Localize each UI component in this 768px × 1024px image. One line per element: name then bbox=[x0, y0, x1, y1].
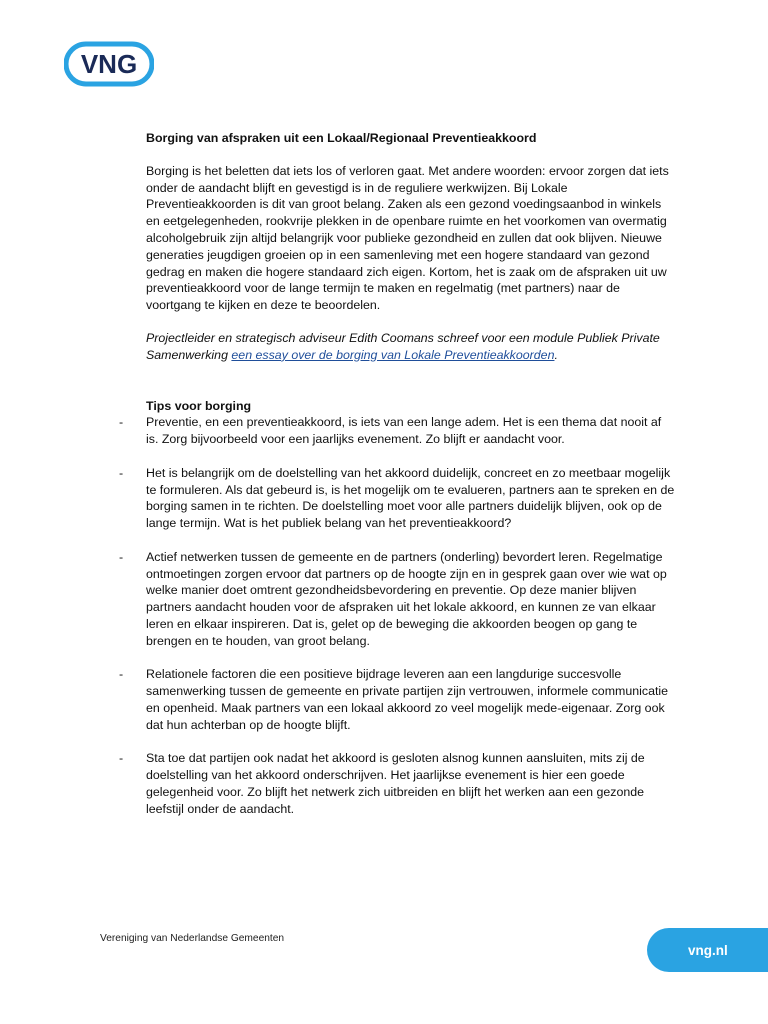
tip-item bbox=[119, 666, 676, 733]
bullet-dash: - bbox=[119, 549, 124, 564]
document-body bbox=[119, 130, 676, 817]
tip-text: Preventie, en een preventieakkoord, is iets van een lange adem. Het is een thema dat nooit af is. Zorg bijvoorbeeld voor een jaarlijks evenement. Zo blijft er aandacht voor. bbox=[146, 415, 662, 447]
document-title: Borging van afspraken uit een Lokaal/Regionaal Preventieakkoord bbox=[146, 131, 537, 145]
tip-text: Actief netwerken tussen de gemeente en de partners (onderling) bevordert leren. Regelmatige ontmoetingen zorgen ervoor dat partners op de hoogte zijn en in gesprek gaan over wie wat op welke manier doet omtrent gezondheidsbevordering en preventie. Op deze manier blijven partners aandacht houden voor de afspraken uit het lokale akkoord, en kunnen ze van elkaar leren en elkaar inspireren. Dat is, gelet op de beweging die akkoorden beogen op gang te brengen en te houden, van groot belang. bbox=[146, 549, 667, 648]
tip-item bbox=[119, 750, 676, 817]
footer-website-link[interactable]: vng.nl bbox=[688, 942, 728, 958]
bullet-dash: - bbox=[119, 751, 124, 766]
tip-item bbox=[119, 465, 676, 532]
essay-text-after: . bbox=[554, 347, 558, 362]
tips-heading: Tips voor borging bbox=[146, 398, 252, 413]
footer-organization: Vereniging van Nederlandse Gemeenten bbox=[100, 933, 285, 944]
tip-text: Het is belangrijk om de doelstelling van het akkoord duidelijk, concreet en zo meetbaar mogelijk te formuleren. Als dat gebeurd is, is het mogelijk om te evalueren, partners aan te spreken en de borging samen in te richten. De doelstelling moet voor alle partners duidelijk blijven, ook op de lange termijn. Wat is het publiek belang van het preventieakkoord? bbox=[146, 465, 675, 531]
tip-item bbox=[119, 414, 676, 448]
essay-link[interactable]: een essay over de borging van Lokale Preventieakkoorden bbox=[231, 347, 555, 362]
essay-text-before: Projectleider en strategisch adviseur Edith Coomans schreef voor een module Publiek Private Samenwerking bbox=[146, 330, 660, 362]
logo-text: VNG bbox=[80, 49, 138, 79]
intro-paragraph: Borging is het beletten dat iets los of verloren gaat. Met andere woorden: ervoor zorgen dat iets onder de aandacht blijft en gevestigd is in de reguliere werkwijzen. Bij Lokale Preventieakkoorden is dit van groot belang. Zaken als een gezond voedingsaanbod in winkels en eetgelegenheden, rookvrije plekken in de openbare ruimte en het voorkomen van overmatig alcoholgebruik zijn altijd belangrijk voor publieke gezondheid en zullen dat ook blijven. Nieuwe generaties jeugdigen groeien op in een samenleving met een hogere standaard van gezond gedrag en maken die hogere standaard zich eigen. Kortom, het is zaak om de afspraken uit uw preventieakkoord voor de lange termijn te maken en regelmatig (met partners) naar de voortgang te kijken en deze te beoordelen. bbox=[146, 163, 669, 313]
tip-item bbox=[119, 549, 676, 650]
footer-website-badge[interactable] bbox=[647, 928, 768, 972]
tips-list bbox=[119, 414, 676, 817]
tip-text: Sta toe dat partijen ook nadat het akkoord is gesloten alsnog kunnen aansluiten, mits zij de doelstelling van het akkoord onderschrijven. Het jaarlijkse evenement is hier een goede gelegenheid voor. Zo blijft het netwerk zich uitbreiden en blijft het werken aan een gezonde leefstijl onder de aandacht. bbox=[146, 751, 645, 816]
bullet-dash: - bbox=[119, 415, 124, 430]
tip-text: Relationele factoren die een positieve bijdrage leveren aan een langdurige succesvolle samenwerking tussen de gemeente en private partijen zijn vertrouwen, informele communicatie en openheid. Maak partners van een lokaal akkoord zo veel mogelijk mede-eigenaar. Zorg ook dat hun achterban op de hoogte blijft. bbox=[146, 667, 669, 732]
vng-logo bbox=[64, 40, 154, 88]
bullet-dash: - bbox=[119, 667, 124, 682]
essay-paragraph bbox=[146, 330, 676, 364]
bullet-dash: - bbox=[119, 465, 124, 480]
